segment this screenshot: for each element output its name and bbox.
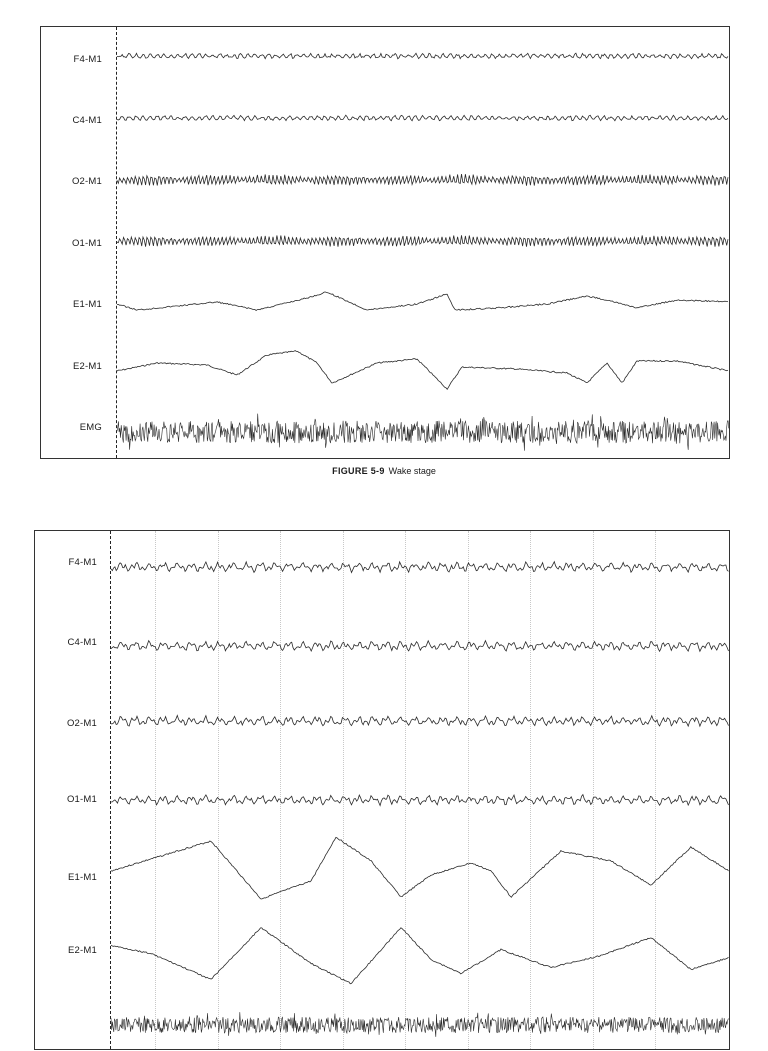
polysomnogram-panel-second	[34, 530, 730, 1050]
channel-label-e2m1: E2-M1	[73, 361, 102, 372]
eeg-trace-f4m1	[117, 41, 729, 71]
channel-label-o1m1: O1-M1	[71, 238, 102, 249]
channel-label-f4m1: F4-M1	[68, 557, 97, 568]
waveform-path	[111, 715, 729, 726]
emg-trace	[117, 405, 729, 459]
channel-label-o2m1: O2-M1	[66, 718, 97, 729]
waveform-path	[117, 115, 728, 121]
waveform-path	[111, 1012, 728, 1037]
channel-label-c4m1: C4-M1	[67, 637, 97, 648]
channel-label-e1m1: E1-M1	[73, 299, 102, 310]
channel-label-c4m1: C4-M1	[72, 115, 102, 126]
waveform-path	[117, 351, 728, 390]
eeg-trace-c4m1	[117, 103, 729, 133]
eeg-trace-o1m1	[117, 226, 729, 256]
eeg-trace-c4m1	[111, 630, 729, 662]
eeg-trace-f4m1	[111, 551, 729, 583]
figure-number: FIGURE 5-9	[332, 466, 385, 476]
waveform-path	[117, 414, 729, 451]
waveform-path	[111, 837, 729, 899]
eog-trace-e1m1	[117, 282, 729, 326]
polysomnogram-panel-wake	[40, 26, 730, 459]
eog-trace-e2m1	[111, 916, 729, 991]
waveform-path	[117, 53, 728, 59]
eeg-trace-o2m1	[111, 705, 729, 737]
eeg-trace-o2m1	[117, 165, 729, 195]
waveform-path	[117, 174, 728, 186]
channel-label-o1m1: O1-M1	[66, 794, 97, 805]
eog-trace-e1m1	[111, 831, 729, 911]
figure-description: Wake stage	[388, 466, 436, 476]
waveform-path	[117, 292, 728, 311]
channel-label-e1m1: E1-M1	[68, 872, 97, 883]
waveform-path	[111, 795, 729, 806]
figure-caption	[0, 466, 768, 476]
emg-trace	[111, 999, 729, 1051]
channel-label-f4m1: F4-M1	[73, 54, 102, 65]
eog-trace-e2m1	[117, 337, 729, 401]
channel-label-emg: EMG	[79, 422, 102, 433]
channel-label-e2m1: E2-M1	[68, 945, 97, 956]
waveform-path	[111, 928, 729, 984]
waveform-path	[111, 641, 729, 652]
waveform-path	[111, 562, 729, 573]
channel-label-o2m1: O2-M1	[71, 176, 102, 187]
eeg-trace-o1m1	[111, 784, 729, 816]
waveform-path	[117, 235, 728, 246]
